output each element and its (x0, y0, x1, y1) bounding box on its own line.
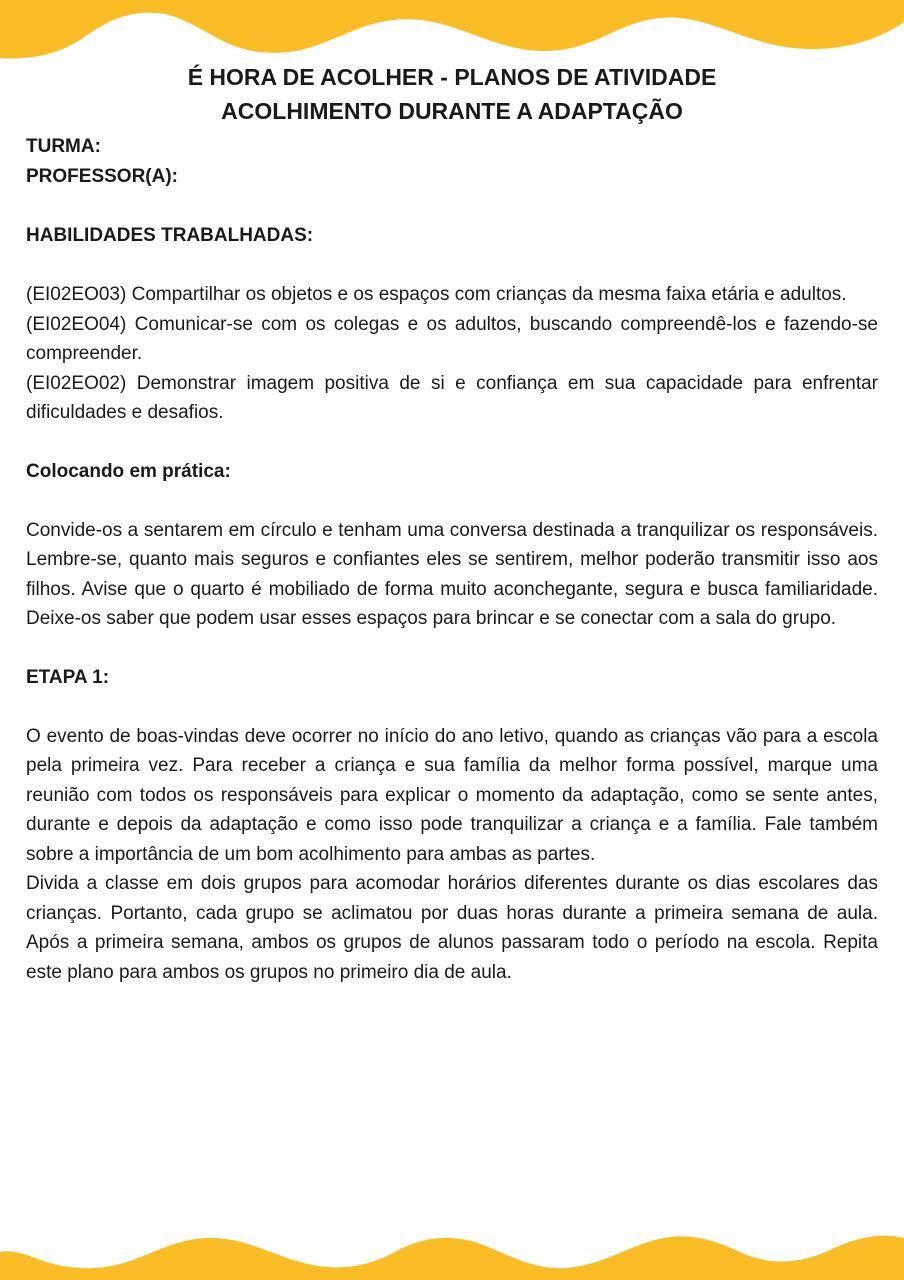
top-wave-shape (0, 0, 904, 58)
habilidade-item: (EI02EO02) Demonstrar imagem positiva de si e confiança em sua capacidade para enfrentar dificuldades e desafios. (26, 372, 878, 423)
bottom-wave-shape (0, 1236, 904, 1280)
page-title-line-1: É HORA DE ACOLHER - PLANOS DE ATIVIDADE (187, 64, 717, 90)
top-wave-decoration (0, 0, 904, 60)
etapa1-heading: ETAPA 1: (26, 666, 110, 688)
professor-label: PROFESSOR(A): (26, 166, 178, 187)
page-title-line-2: ACOLHIMENTO DURANTE A ADAPTAÇÃO (221, 98, 683, 124)
document-body (26, 60, 878, 987)
turma-label: TURMA: (26, 136, 101, 157)
habilidades-heading: HABILIDADES TRABALHADAS: (26, 225, 314, 246)
habilidade-item: (EI02EO04) Comunicar-se com os colegas e os adultos, buscando compreendê-los e fazendo-se compreender. (26, 313, 878, 364)
bottom-wave-decoration (0, 1232, 904, 1280)
habilidade-item: (EI02EO03) Compartilhar os objetos e os espaços com crianças da mesma faixa etária e adultos. (26, 284, 847, 305)
etapa1-paragraph: O evento de boas-vindas deve ocorrer no início do ano letivo, quando as crianças vão para a escola pela primeira vez. Para receber a criança e sua família da melhor forma possível, marque uma reunião com todos os responsáveis para explicar o momento da adaptação, como se sente antes, durante e depois da adaptação e como isso pode tranquilizar a criança e a família. Fale também sobre a importância de um bom acolhimento para ambas as partes. (26, 725, 878, 865)
etapa1-paragraph: Divida a classe em dois grupos para acomodar horários diferentes durante os dias escolares das crianças. Portanto, cada grupo se aclimatou por duas horas durante a primeira semana de aula. Após a primeira semana, ambos os grupos de alunos passaram todo o período na escola. Repita este plano para ambos os grupos no primeiro dia de aula. (26, 873, 878, 983)
pratica-heading: Colocando em prática: (26, 460, 231, 482)
pratica-text: Convide-os a sentarem em círculo e tenham uma conversa destinada a tranquilizar os responsáveis. Lembre-se, quanto mais seguros e confiantes eles se sentirem, melhor poderão transmitir isso aos filhos. Avise que o quarto é mobiliado de forma muito aconchegante, segura e busca familiaridade. Deixe-os saber que podem usar esses espaços para brincar e se conectar com a sala do grupo. (26, 519, 878, 629)
